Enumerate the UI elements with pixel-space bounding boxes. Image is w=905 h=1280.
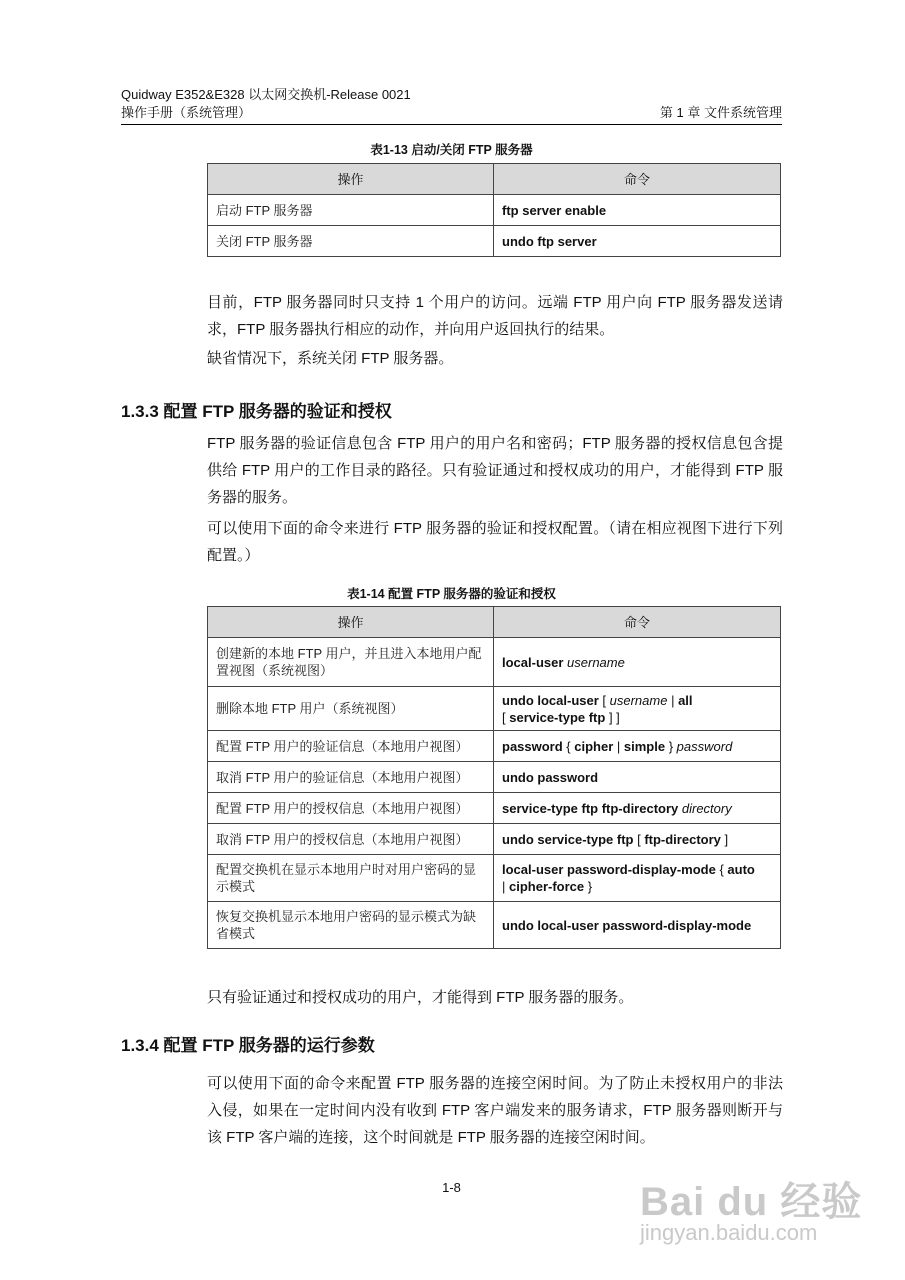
command-keyword: all — [678, 692, 693, 708]
header-product: Quidway E352&E328 以太网交换机-Release 0021 — [121, 87, 411, 102]
table-row — [208, 226, 781, 257]
table-row — [208, 793, 781, 824]
table1-cmd: ftp server enable — [494, 195, 781, 226]
command-keyword: undo service-type ftp — [502, 831, 634, 847]
command-syntax: ] ] — [605, 709, 620, 725]
command-syntax: [ — [502, 709, 510, 725]
command-syntax: [ — [633, 831, 645, 847]
command-parameter: username — [567, 654, 625, 670]
command-keyword: service-type ftp — [509, 709, 606, 725]
table-row — [208, 855, 781, 902]
command-syntax: } — [665, 738, 677, 754]
table-row — [208, 824, 781, 855]
table1-caption: 表1-13 启动/关闭 FTP 服务器 — [370, 143, 533, 157]
command-keyword: local-user password-display-mode — [502, 862, 716, 877]
command-syntax: ] — [720, 831, 729, 847]
command-parameter: password — [676, 738, 733, 754]
table2-cmd — [494, 793, 781, 824]
paragraph-auth-result: 只有验证通过和授权成功的用户，才能得到 FTP 服务器的服务。 — [207, 989, 634, 1006]
table1-cmd: undo ftp server — [494, 226, 781, 257]
command-syntax: | — [502, 879, 509, 894]
command-keyword: ftp-directory — [644, 831, 721, 847]
watermark-url: jingyan.baidu.com — [640, 1220, 818, 1245]
table-row — [208, 731, 781, 762]
paragraph-default-off: 缺省情况下，系统关闭 FTP 服务器。 — [207, 350, 454, 367]
table2-cmd — [494, 638, 781, 687]
table2-op: 删除本地 FTP 用户（系统视图） — [208, 687, 494, 731]
command-parameter: username — [609, 692, 668, 708]
section-heading-1-3-3: 1.3.3 配置 FTP 服务器的验证和授权 — [121, 402, 392, 421]
command-parameter: directory — [681, 800, 732, 816]
table2-caption: 表1-14 配置 FTP 服务器的验证和授权 — [347, 587, 556, 601]
table1-op: 关闭 FTP 服务器 — [208, 226, 494, 257]
table2-op: 配置交换机在显示本地用户时对用户密码的显示模式 — [208, 855, 494, 902]
table2 — [207, 606, 781, 949]
table2-op: 取消 FTP 用户的验证信息（本地用户视图） — [208, 762, 494, 793]
table2-op: 创建新的本地 FTP 用户，并且进入本地用户配置视图（系统视图） — [208, 638, 494, 687]
table2-header-cmd: 命令 — [494, 607, 781, 638]
header-chapter: 第 1 章 文件系统管理 — [659, 105, 782, 120]
table-row — [208, 195, 781, 226]
table2-header-op: 操作 — [208, 607, 494, 638]
paragraph-idle-timeout: 可以使用下面的命令来配置 FTP 服务器的连接空闲时间。为了防止未授权用户的非法入侵，如果在一定时间内没有收到 FTP 客户端发来的服务请求，FTP 服务器则断开与该 FTP 客户端的连接，这个时间就是 FTP 服务器的连接空闲时间。 — [207, 1075, 783, 1146]
table2-cmd — [494, 762, 781, 793]
command-syntax: { — [562, 738, 575, 754]
table2-cmd — [494, 855, 781, 902]
command-keyword: undo password — [502, 769, 599, 785]
table1-op: 启动 FTP 服务器 — [208, 195, 494, 226]
table1 — [207, 163, 781, 257]
command-keyword: password — [502, 738, 563, 754]
command-keyword: local-user — [502, 654, 568, 670]
table1-header-cmd: 命令 — [494, 164, 781, 195]
watermark-logo: Bai du 经验 — [640, 1180, 863, 1224]
command-keyword: undo local-user — [502, 692, 599, 708]
command-syntax: } — [584, 879, 593, 894]
table1-header-op: 操作 — [208, 164, 494, 195]
table2-cmd — [494, 687, 781, 731]
command-keyword: cipher-force — [509, 879, 585, 894]
command-syntax: [ — [598, 692, 610, 708]
section-heading-1-3-4: 1.3.4 配置 FTP 服务器的运行参数 — [121, 1036, 375, 1055]
table2-op: 恢复交换机显示本地用户密码的显示模式为缺省模式 — [208, 902, 494, 949]
command-keyword: simple — [623, 738, 666, 754]
command-keyword: cipher — [574, 738, 614, 754]
table2-op: 取消 FTP 用户的授权信息（本地用户视图） — [208, 824, 494, 855]
table2-cmd — [494, 902, 781, 949]
command-keyword: undo local-user password-display-mode — [502, 917, 752, 933]
table2-op: 配置 FTP 用户的验证信息（本地用户视图） — [208, 731, 494, 762]
command-keyword: auto — [727, 862, 755, 877]
table2-op: 配置 FTP 用户的授权信息（本地用户视图） — [208, 793, 494, 824]
command-syntax: | — [613, 738, 624, 754]
page-number: 1-8 — [442, 1180, 461, 1195]
table2-cmd — [494, 731, 781, 762]
paragraph-ftp-access: 目前，FTP 服务器同时只支持 1 个用户的访问。远端 FTP 用户向 FTP 服务器发送请求，FTP 服务器执行相应的动作，并向用户返回执行的结果。 — [207, 294, 783, 338]
paragraph-auth-info: FTP 服务器的验证信息包含 FTP 用户的用户名和密码；FTP 服务器的授权信息包含提供给 FTP 用户的工作目录的路径。只有验证通过和授权成功的用户，才能得到 FTP 服务器的服务。 — [207, 435, 783, 506]
header-manual: 操作手册（系统管理） — [121, 105, 252, 120]
command-syntax: | — [667, 692, 679, 708]
paragraph-auth-config: 可以使用下面的命令来进行 FTP 服务器的验证和授权配置。（请在相应视图下进行下列配置。） — [207, 520, 783, 564]
table-row — [208, 762, 781, 793]
table-row — [208, 638, 781, 687]
command-syntax: { — [715, 862, 728, 877]
table2-cmd — [494, 824, 781, 855]
header-rule — [121, 124, 782, 125]
command-keyword: service-type ftp ftp-directory — [502, 800, 682, 816]
table-row — [208, 687, 781, 731]
table-row — [208, 902, 781, 949]
